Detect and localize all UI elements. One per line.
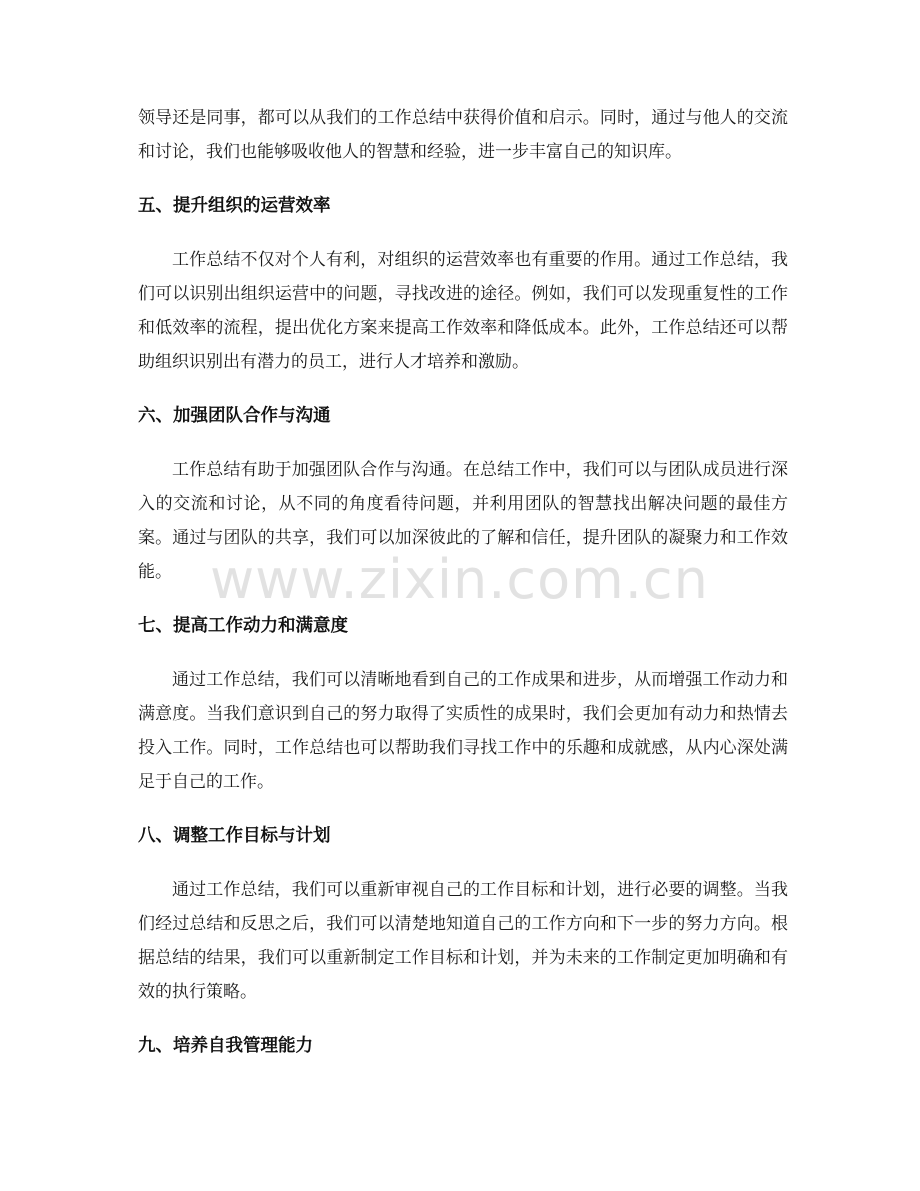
section-heading-7: 七、提高工作动力和满意度 (138, 616, 348, 636)
section-body-7: 通过工作总结，我们可以清晰地看到自己的工作成果和进步，从而增强工作动力和满意度。当我们意识到自己的努力取得了实质性的成果时，我们会更加有动力和热情去投入工作。同时，工作总结也可以帮助我们寻找工作中的乐趣和成就感，从内心深处满足于自己的工作。 (138, 670, 788, 792)
section-heading-6: 六、加强团队合作与沟通 (138, 406, 331, 426)
section-body-6: 工作总结有助于加强团队合作与沟通。在总结工作中，我们可以与团队成员进行深入的交流和讨论，从不同的角度看待问题，并利用团队的智慧找出解决问题的最佳方案。通过与团队的共享，我们可以加深彼此的了解和信任，提升团队的凝聚力和工作效能。 (138, 460, 788, 582)
section-heading-8: 八、调整工作目标与计划 (138, 826, 331, 846)
section-heading-9: 九、培养自我管理能力 (138, 1036, 313, 1056)
section-heading-5: 五、提升组织的运营效率 (138, 196, 331, 216)
intro-paragraph: 领导还是同事，都可以从我们的工作总结中获得价值和启示。同时，通过与他人的交流和讨论，我们也能够吸收他人的智慧和经验，进一步丰富自己的知识库。 (138, 108, 788, 162)
watermark: www.zixin.com.cn (210, 548, 709, 611)
document-content (138, 101, 788, 1083)
section-body-5: 工作总结不仅对个人有利，对组织的运营效率也有重要的作用。通过工作总结，我们可以识别出组织运营中的问题，寻找改进的途径。例如，我们可以发现重复性的工作和低效率的流程，提出优化方案来提高工作效率和降低成本。此外，工作总结还可以帮助组织识别出有潜力的员工，进行人才培养和激励。 (138, 250, 788, 372)
section-body-8: 通过工作总结，我们可以重新审视自己的工作目标和计划，进行必要的调整。当我们经过总结和反思之后，我们可以清楚地知道自己的工作方向和下一步的努力方向。根据总结的结果，我们可以重新制定工作目标和计划，并为未来的工作制定更加明确和有效的执行策略。 (138, 880, 788, 1002)
